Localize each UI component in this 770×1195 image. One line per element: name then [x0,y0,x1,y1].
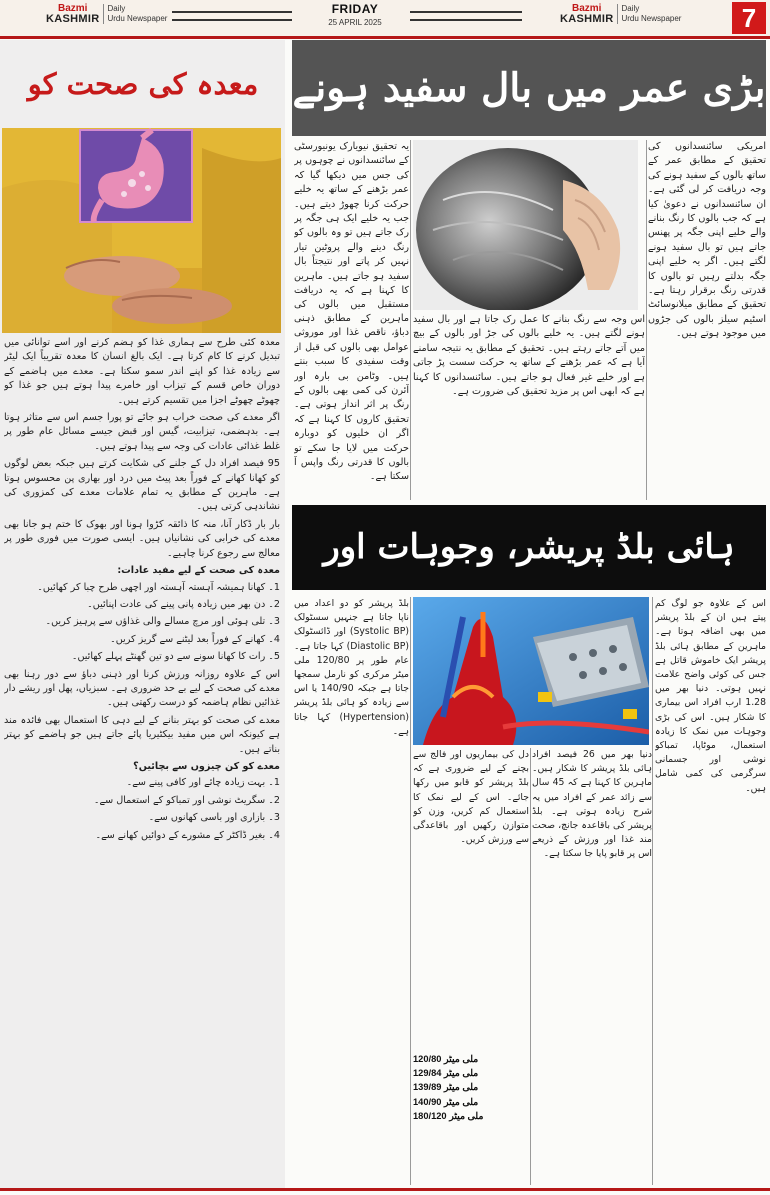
column-text: اس کے علاوہ جو لوگ کم پیتے ہیں ان کے بلڈ پریشر میں بھی اضافہ ہوتا ہے۔ ماہرین کے مطابق ہائی بلڈ پریشر ایک خاموش قاتل ہے جس کی کوئی واضح علامت نہیں ہوتی۔ دنیا بھر میں 1.28 ارب افراد اس بیماری کا شکار ہیں۔ اس کی بڑی وجوہات میں نمک کا زیادہ استعمال، موٹاپا، تمباکو نوشی اور جسمانی سرگرمی کی کمی شامل ہیں۔ [655,598,766,794]
header-rule [0,36,770,39]
heart-blood-pressure-photo [413,597,649,745]
column-text: بلڈ پریشر کو دو اعداد میں ناپا جاتا ہے جنہیں سسٹولک (Systolic BP) اور ڈائسٹولک (Diastolic BP) کہا جاتا ہے۔ عام طور پر 120/80 ملی میٹر مرکری کو نارمل سمجھا جاتا ہے جبکہ 140/90 یا اس سے زیادہ کو ہائی بلڈ پریشر (Hypertension) کہا جاتا ہے۔ [294,598,409,737]
paragraph: معدہ کئی طرح سے ہماری غذا کو ہضم کرنے اور اسے توانائی میں تبدیل کرنے کا کام کرتا ہے۔ ایک بالغ انسان کا معدہ تقریباً ایک لیٹر سے زیادہ غذا کو اپنے اندر سمو سکتا ہے۔ معدے میں ہاضمے کے دوران خاص قسم کے تیزاب اور خامرے پیدا ہوتے ہیں جو غذا کو چھوٹے چھوٹے اجزا میں تقسیم کرتے ہیں۔ [4,337,280,406]
column-divider [530,748,531,1185]
page-number-badge: 7 [732,2,766,34]
bp-article-column-4 [413,748,529,1048]
bp-readings-list [413,1052,529,1184]
bp-article-column-3 [532,748,652,1183]
column-text: اس وجہ سے رنگ بنانے کا عمل رک جاتا ہے اور بال سفید ہونے لگتے ہیں۔ یہ خلیے بالوں کی جڑ اور بالوں کے بیچ میں آتے جاتے رہتے ہیں۔ تحقیق کے مطابق یہ نتیجہ سامنے آیا ہے کہ عمر بڑھنے کے ساتھ یہ حرکت سست پڑ جاتی ہے اور خلیے غیر فعال ہو جاتے ہیں۔ سائنسدانوں کا کہنا ہے کہ ابھی اس پر مزید تحقیق کی ضرورت ہے۔ [413,314,645,398]
left-article-body [4,336,280,1184]
hair-article-column-4 [413,313,645,500]
brand-name-bottom: KASHMIR [560,13,614,25]
dateline [300,2,410,27]
brand-logo-left [46,3,167,25]
hair-article-column-1 [648,140,766,498]
day-label: FRIDAY [331,2,379,16]
column-divider [652,597,653,1185]
grey-hair-photo [413,140,638,310]
footer-rule [0,1188,770,1191]
column-text: دنیا بھر میں 26 فیصد افراد ہائی بلڈ پریشر کا شکار ہیں۔ ماہرین کا کہنا ہے کہ 45 سال سے زائد عمر کے افراد میں یہ شرح زیادہ ہوتی ہے۔ بلڈ پریشر کی باقاعدہ جانچ، صحت مند غذا اور ورزش کے ذریعے اس پر قابو پایا جا سکتا ہے۔ [532,749,652,860]
bp-reading: 139/89 ملی میٹر [413,1082,479,1093]
header-decorative-lines [410,11,522,21]
bp-article-column-1 [655,597,766,1183]
list-heading: معدے کو کن چیزوں سے بچائیں؟ [133,760,280,772]
column-text: دل کی بیماریوں اور فالج سے بچنے کے لیے ضروری ہے کہ بلڈ پریشر کو قابو میں رکھا جائے۔ اس کے لیے نمک کا استعمال کم کریں، وزن کو متوازن رکھیں اور باقاعدگی سے ورزش کریں۔ [413,749,529,846]
hair-article-title: بڑی عمر میں بال سفید ہونے [292,65,766,111]
column-divider [410,140,411,500]
brand-logo-right [560,3,681,25]
list-item: 2۔ دن بھر میں زیادہ پانی پینے کی عادت اپنائیں۔ [87,598,280,610]
brand-name-top: Bazmi [57,3,88,14]
bp-reading: 140/90 ملی میٹر [413,1096,479,1107]
column-divider [410,597,411,1185]
column-text: ماہرین کے مطابق ذہنی دباؤ، ناقص غذا اور موروثی عوامل بھی بالوں کی قبل از وقت سفیدی کا سبب بنتے ہیں۔ وٹامن بی بارہ اور آئرن کی کمی بھی بالوں کے رنگ پر اثر انداز ہوتی ہے۔ تحقیق کاروں کا کہنا ہے کہ اگر ان خلیوں کو دوبارہ حرکت میں لایا جا سکے تو بالوں کا قدرتی رنگ واپس آ سکتا ہے۔ [294,313,409,483]
list-item: 3۔ بازاری اور باسی کھانوں سے۔ [148,812,280,824]
brand-tagline-bottom: Urdu Newspaper [107,14,168,23]
brand-tagline-top: Daily [621,4,640,13]
bp-article-column-2 [294,597,409,1183]
bp-article-title: ہائی بلڈ پریشر، وجوہات اور [323,527,735,567]
hair-article-column-2 [294,140,409,310]
column-text: یہ تحقیق نیویارک یونیورسٹی کے سائنسدانوں نے چوہوں پر کی جس میں دیکھا گیا کہ عمر بڑھنے کے ساتھ یہ خلیے حرکت کرنا چھوڑ دیتے ہیں۔ جب یہ خلیے ایک ہی جگہ پر رک جاتے ہیں تو وہ بالوں کو رنگ دینے والے پروٹین تیار نہیں کر پاتے اور نتیجتاً بال سفید ہو جاتے ہیں۔ ماہرین کا کہنا ہے کہ یہ دریافت مستقبل میں بالوں کی [294,141,409,310]
paragraph: اس کے علاوہ روزانہ ورزش کرنا اور ذہنی دباؤ سے دور رہنا بھی معدے کی صحت کے لیے بے حد ضروری ہے۔ سبزیاں، پھل اور ریشے دار غذائیں نظام ہاضمہ کو درست رکھتی ہیں۔ [4,668,280,709]
list-item: 4۔ بغیر ڈاکٹر کے مشورے کے دوائیں کھانے سے۔ [95,829,280,841]
bp-reading: 129/84 ملی میٹر [413,1068,479,1079]
brand-tagline-top: Daily [107,4,126,13]
header-decorative-lines [172,11,292,21]
list-item: 1۔ بہت زیادہ چائے اور کافی پینے سے۔ [126,777,280,789]
column-text: امریکی سائنسدانوں کی تحقیق کے مطابق عمر کے ساتھ بالوں کے سفید ہونے کی وجہ دریافت کر لی گئی ہے۔ ان سائنسدانوں نے دعویٰ کیا ہے کہ جب بالوں کا رنگ بنانے والے خلیے اپنی جگہ پر پھنس جاتے ہیں تو بال سفید ہونے لگتے ہیں۔ اگر یہ خلیے اپنی جگہ بدلتے رہیں تو بالوں کا قدرتی رنگ برقرار رہتا ہے۔ تحقیق کے مطابق میلانوسائٹ اسٹیم سیلز بالوں کی جڑوں میں موجود ہوتے ہیں۔ [648,141,766,340]
paragraph: بار بار ڈکار آنا، منہ کا ذائقہ کڑوا ہونا اور بھوک کا ختم ہو جانا بھی معدے کی خرابی کی نشانیاں ہیں۔ ایسی صورت میں فوری طور پر معالج سے رجوع کرنا چاہیے۔ [4,518,280,559]
list-item: 4۔ کھانے کے فوراً بعد لیٹنے سے گریز کریں۔ [110,633,280,645]
paragraph: اگر معدے کی صحت خراب ہو جائے تو پورا جسم اس سے متاثر ہوتا ہے۔ بدہضمی، تیزابیت، گیس اور قبض جیسے مسائل عام طور پر غلط غذائی عادات کی وجہ سے پیدا ہوتے ہیں۔ [4,412,280,452]
list-item: 3۔ تلی ہوئی اور مرچ مسالے والی غذاؤں سے پرہیز کریں۔ [45,616,280,628]
list-item: 2۔ سگریٹ نوشی اور تمباکو کے استعمال سے۔ [93,794,280,806]
brand-name-top: Bazmi [571,3,602,14]
bp-reading: 180/120 ملی میٹر [413,1110,484,1121]
date-label: 25 APRIL 2025 [328,18,382,27]
paragraph: معدے کی صحت کو بہتر بنانے کے لیے دہی کا استعمال بھی فائدہ مند ہے کیونکہ اس میں مفید بیکٹیریا پائے جاتے ہیں جو ہاضمے کو بہتر بناتے ہیں۔ [4,714,280,755]
brand-name-bottom: KASHMIR [46,13,100,25]
brand-tagline-bottom: Urdu Newspaper [621,14,682,23]
stomach-illustration-photo [2,128,281,333]
column-divider [646,140,647,500]
left-article-title: معدہ کی صحت کو [2,40,284,128]
list-item: 1۔ کھانا ہمیشہ آہستہ آہستہ اور اچھی طرح چبا کر کھائیں۔ [37,581,280,593]
paragraph: 95 فیصد افراد دل کے جلنے کی شکایت کرتے ہیں جبکہ بعض لوگوں کو کھانا کھانے کے فوراً بعد پیٹ میں درد اور بھاری پن محسوس ہوتا ہے۔ ماہرین کے مطابق یہ تمام علامات معدے کی کمزوری کی نشاندہی کرتی ہیں۔ [4,458,280,513]
list-item: 5۔ رات کا کھانا سونے سے دو تین گھنٹے پہلے کھائیں۔ [71,651,280,663]
hair-article-column-3 [294,312,409,500]
list-heading: معدہ کی صحت کے لیے مفید عادات: [117,565,280,577]
bp-reading: 120/80 ملی میٹر [413,1054,479,1064]
